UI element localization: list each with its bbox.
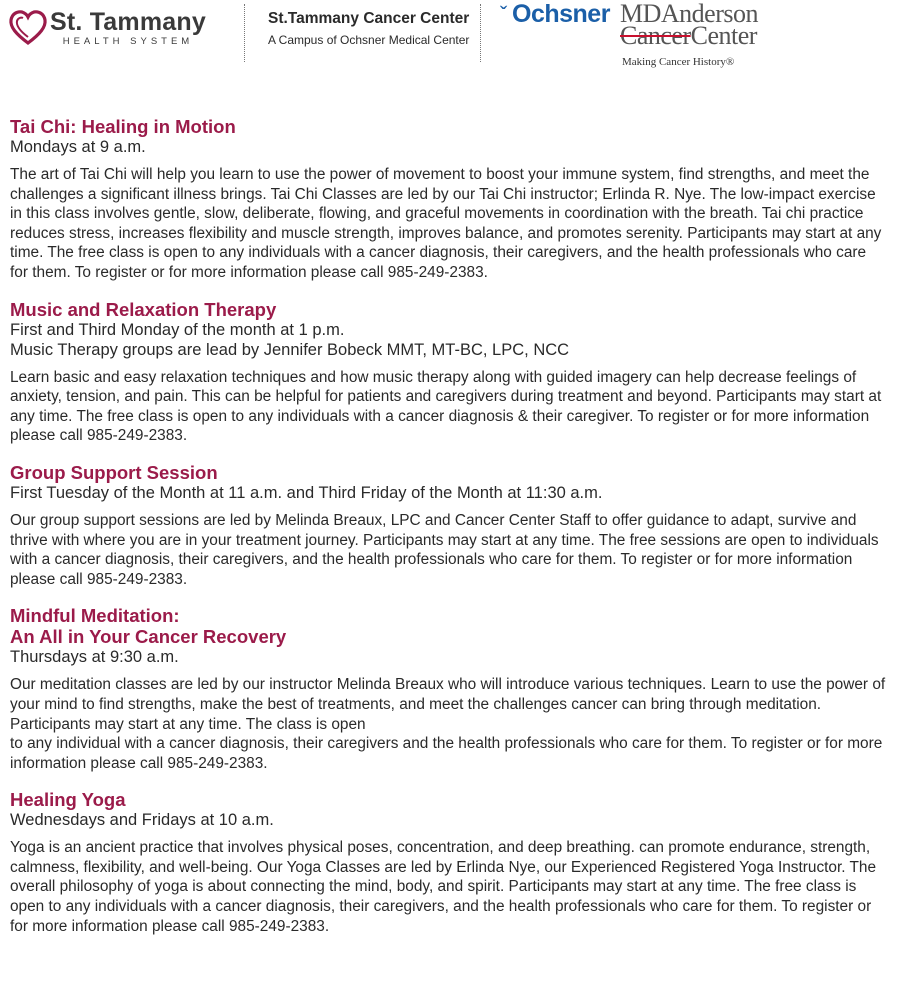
class-schedule: Wednesdays and Fridays at 10 a.m. (10, 811, 274, 830)
class-description: The art of Tai Chi will help you learn to use the power of movement to boost your immune system, find strengths, and meet the challenges a significant illness brings. Tai Chi Classes are led by our Tai Chi instructor; Erlinda R. Nye. The low-impact exercise in this class involves gentle, slow, deliberate, flowing, and graceful movements in coordination with the breath. Tai chi practice reduces stress, increases flexibility and muscle strength, improves balance, and promotes serenity. Participants may start at any time. The free class is open to any individuals with a cancer diagnosis, their caregivers, and the health professionals who care for them. To register or for more information please call 985-249-2383. (10, 166, 882, 281)
class-section (10, 605, 886, 773)
class-description-paragraph: Our meditation classes are led by our instructor Melinda Breaux who will introduce various techniques. Learn to use the power of your mind to find strengths, make the best of treatments, and meet the challenges cancer can bring through meditation. Participants may start at any time. The class is open (10, 676, 886, 733)
class-title: Healing Yoga (10, 789, 126, 811)
st-tammany-name: St. Tammany (50, 7, 206, 36)
class-title: Group Support Session (10, 461, 218, 483)
heart-icon (8, 8, 48, 48)
class-schedule: Mondays at 9 a.m. (10, 138, 146, 156)
class-title: Music and Relaxation Therapy (10, 298, 277, 320)
class-description-paragraph: to any individual with a cancer diagnosis, their caregivers and the health professionals who care for them. To register or for more information please call 985-249-2383. (10, 735, 883, 772)
md-anderson-center: Center (690, 21, 757, 50)
class-schedule: First Tuesday of the Month at 11 a.m. and Third Friday of the Month at 11:30 a.m. (10, 483, 603, 502)
cancer-center-subtitle: A Campus of Ochsner Medical Center (268, 33, 470, 47)
class-section (10, 299, 886, 446)
class-schedule: Thursdays at 9:30 a.m. (10, 648, 179, 667)
class-section (10, 789, 886, 936)
class-section (10, 462, 886, 589)
md-anderson-tagline: Making Cancer History® (622, 56, 735, 68)
st-tammany-logo (8, 6, 206, 50)
class-schedule: Music Therapy groups are lead by Jennifer Bobeck MMT, MT-BC, LPC, NCC (10, 340, 570, 359)
ochsner-mark-icon: ˇ (500, 2, 508, 27)
class-schedule: First and Third Monday of the month at 1 p.m. (10, 320, 345, 339)
class-title: Tai Chi: Healing in Motion (10, 116, 236, 137)
class-description: Yoga is an ancient practice that involves physical poses, concentration, and deep breathing. can promote endurance, strength, calmness, flexibility, and well-being. Our Yoga Classes are led by Erlinda Nye, our Experienced Registered Yoga Instructor. The overall philosophy of yoga is about connecting the mind, body, and spirit. Participants may start at any time. The free class is open to any individuals with a cancer diagnosis, their caregivers, and the health professionals who care for them. To register or for more information please call 985-249-2383. (10, 839, 877, 935)
class-section (10, 116, 886, 283)
class-description: Learn basic and easy relaxation techniques and how music therapy along with guided imagery can help decrease feelings of anxiety, tension, and pain. This can be helpful for patients and caregivers during treatment and beyond. Participants may start at any time. The free class is open to any individuals with a cancer diagnosis & their caregiver. To register or for more information please call 985-249-2383. (10, 368, 882, 445)
ochsner-md-anderson-logo (500, 0, 790, 72)
md-anderson-line2 (620, 21, 757, 51)
class-title: An All in Your Cancer Recovery (10, 626, 287, 648)
class-description (10, 675, 886, 773)
header-divider (244, 4, 245, 62)
md-anderson-cancer-strike: Cancer (620, 21, 691, 50)
header-divider (480, 4, 481, 62)
ochsner-name: Ochsner (512, 0, 610, 28)
class-description: Our group support sessions are led by Melinda Breaux, LPC and Cancer Center Staff to offer guidance to adapt, survive and thrive with where you are in your treatment journey. Participants may start at any time. The free sessions are open to individuals with a cancer diagnosis, their caregivers, and the health professionals who care for them. To register or for more information please call 985-249-2383. (10, 511, 879, 588)
class-list (10, 116, 886, 952)
header (0, 0, 900, 80)
md-anderson-line1: MDAnderson (620, 0, 758, 28)
cancer-center-block (268, 10, 469, 47)
st-tammany-subtitle: HEALTH SYSTEM (62, 35, 194, 47)
class-title: Mindful Meditation: (10, 605, 180, 627)
cancer-center-name: St.Tammany Cancer Center (268, 10, 470, 27)
